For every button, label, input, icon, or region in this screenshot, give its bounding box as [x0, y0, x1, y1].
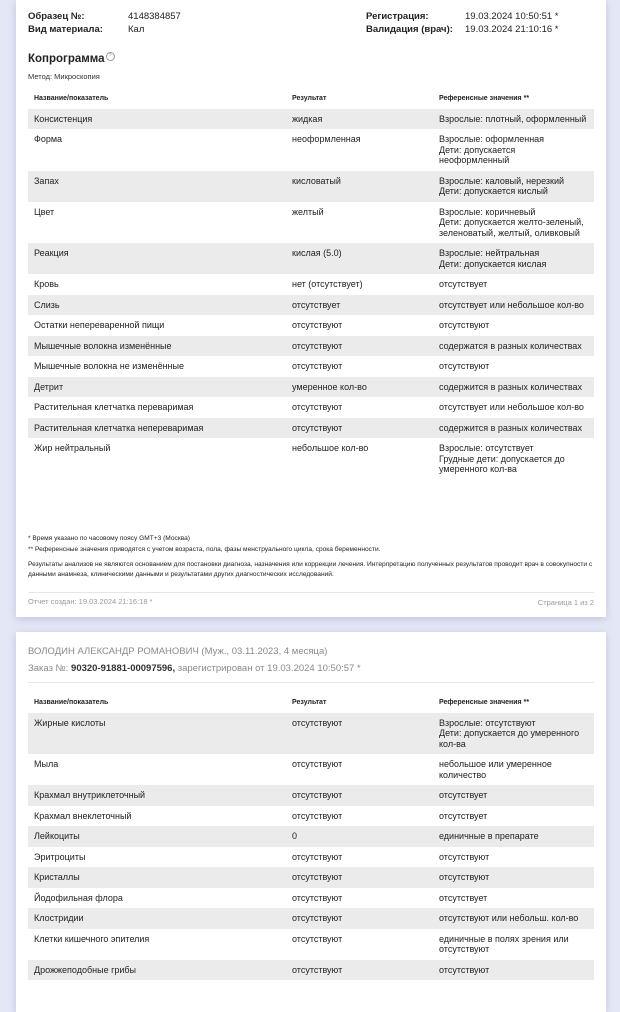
indicator-result: отсутствуют	[286, 960, 433, 981]
header-reference: Референсные значения **	[439, 95, 530, 102]
table-row	[28, 129, 594, 171]
table-row	[28, 397, 594, 418]
reference-line: Грудные дети: допускается до	[439, 453, 565, 464]
registration-value: 19.03.2024 10:50:51 *	[465, 11, 559, 22]
reference-line: отсутствуют	[439, 851, 490, 862]
indicator-name: Крахмал внутриклеточный	[28, 785, 286, 806]
indicator-reference	[433, 315, 594, 336]
validation-label: Валидация (врач):	[366, 24, 453, 35]
indicator-reference	[433, 129, 594, 171]
indicator-result: отсутствуют	[286, 908, 433, 929]
reference-line: Взрослые: оформленная	[439, 134, 545, 144]
header-name: Название/показатель	[34, 95, 109, 102]
indicator-name: Лейкоциты	[28, 826, 286, 847]
reference-line: содержатся в разных количествах	[439, 340, 582, 351]
disclaimer: Результаты анализов не являются основанием для постановки диагноза, назначения или коррекции лечения. Интерпретацию полученных результатов проводит врач в совокупности с данными анамнеза, клиническими данными и результатами других диагностических исследований.	[28, 561, 593, 578]
reference-line: кол-ва	[439, 738, 466, 749]
report-page-1	[16, 0, 606, 617]
page-number: Страница 1 из 2	[537, 598, 594, 607]
indicator-result: отсутствуют	[292, 851, 343, 862]
indicator-result: 0	[286, 826, 433, 847]
table-row	[28, 929, 594, 960]
table-row	[28, 960, 594, 981]
indicator-reference	[433, 960, 594, 981]
indicator-reference	[433, 826, 594, 847]
indicator-reference	[433, 713, 594, 755]
indicator-result: отсутствуют	[286, 336, 433, 357]
indicator-name: Клостридии	[28, 908, 286, 929]
table-row	[28, 713, 594, 755]
reference-line: содержится в разных количествах	[439, 381, 582, 392]
indicator-result: отсутствуют	[286, 418, 433, 439]
indicator-result: нет (отсутствует)	[292, 279, 363, 289]
indicator-name: Йодофильная флора	[34, 892, 123, 903]
table-row	[28, 847, 594, 868]
reference-line: неоформленный	[439, 155, 510, 165]
indicator-name: Дрожжеподобные грибы	[28, 960, 286, 981]
method-label: Метод: Микроскопия	[28, 72, 100, 81]
indicator-name: Кровь	[34, 279, 59, 289]
indicator-name: Консистенция	[28, 109, 286, 130]
reference-line: отсутствуют	[439, 872, 490, 882]
table-row	[28, 356, 594, 377]
header-result: Результат	[292, 95, 327, 102]
sample-info	[28, 10, 181, 36]
indicator-result: отсутствуют	[292, 810, 343, 821]
registration-label: Регистрация:	[366, 11, 429, 22]
report-page-2	[16, 632, 606, 1012]
table-row	[28, 295, 594, 316]
indicator-result: небольшое кол-во	[292, 443, 369, 453]
table-row	[28, 826, 594, 847]
indicator-result: отсутствуют	[292, 402, 343, 412]
reference-line: Взрослые: отсутствуют	[439, 717, 536, 728]
reference-line: отсутствуют	[439, 964, 490, 975]
section-title	[28, 53, 115, 65]
indicator-reference	[433, 397, 594, 418]
indicator-result: отсутствуют	[292, 361, 343, 371]
indicator-name: Крахмал внеклеточный	[34, 810, 132, 821]
table-row	[28, 202, 594, 244]
reference-line: умеренного кол-ва	[439, 464, 517, 474]
indicator-result: отсутствуют	[292, 320, 343, 330]
indicator-name: Остатки непереваренной пищи	[34, 320, 165, 330]
reference-line: Дети: допускается	[439, 144, 516, 155]
indicator-reference	[433, 109, 594, 130]
report-created: Отчет создан: 19.03.2024 21:16:18 *	[28, 597, 153, 606]
indicator-reference	[433, 356, 594, 377]
indicator-name: Реакция	[28, 243, 286, 274]
indicator-reference	[433, 274, 594, 295]
indicator-result: отсутствуют	[286, 785, 433, 806]
indicator-name: Растительная клетчатка непереваримая	[28, 418, 286, 439]
indicator-result: неоформленная	[292, 134, 361, 144]
reference-line: Дети: допускается кислая	[439, 258, 547, 269]
table-row	[28, 418, 594, 439]
reference-line: единичные в полях зрения или	[439, 933, 569, 944]
reference-line: отсутствует или небольшое кол-во	[439, 299, 584, 310]
reference-line: содержится в разных количествах	[439, 422, 582, 433]
reference-line: Взрослые: нейтральная	[439, 248, 540, 258]
material-label: Вид материала:	[28, 24, 103, 35]
table-row	[28, 315, 594, 336]
indicator-result: отсутствуют	[286, 713, 433, 755]
indicator-name: Жирные кислоты	[28, 713, 286, 755]
indicator-name: Клетки кишечного эпителия	[34, 933, 150, 944]
header-divider	[28, 682, 594, 683]
indicator-result: кислая (5.0)	[286, 243, 433, 274]
reference-line: Взрослые: каловый, нерезкий	[439, 175, 565, 186]
footnote-timezone: * Время указано по часовому поясу GMT+3 (Москва)	[28, 535, 190, 542]
indicator-reference	[433, 418, 594, 439]
indicator-name: Запах	[28, 171, 286, 202]
table-row	[28, 274, 594, 295]
indicator-name: Слизь	[28, 295, 286, 316]
material-value: Кал	[128, 24, 145, 35]
indicator-reference	[433, 908, 594, 929]
indicator-result: отсутствуют	[286, 867, 433, 888]
table-header-row	[28, 698, 594, 713]
indicator-name: Мышечные волокна не изменённые	[34, 361, 184, 371]
reference-line: единичные в препарате	[439, 831, 539, 841]
indicator-result: отсутствуют	[292, 759, 343, 769]
results-table	[28, 698, 594, 980]
order-prefix: Заказ №:	[28, 663, 72, 674]
reference-line: небольшое или умеренное	[439, 759, 552, 769]
sample-value: 4148384857	[128, 11, 181, 22]
reference-line: Дети: допускается кислый	[439, 186, 548, 196]
reference-line: отсутствует или небольшое кол-во	[439, 402, 584, 412]
section-title-text: Копрограмма	[28, 53, 105, 65]
footnotes	[28, 533, 594, 580]
reference-line: отсутствуют	[439, 944, 490, 954]
indicator-name: Мышечные волокна изменённые	[28, 336, 286, 357]
table-row	[28, 888, 594, 909]
indicator-reference	[433, 171, 594, 202]
indicator-reference	[433, 202, 594, 244]
indicator-reference	[433, 888, 594, 909]
reference-line: Дети: допускается желто-зеленый,	[439, 217, 584, 227]
table-row	[28, 754, 594, 785]
indicator-name: Растительная клетчатка переваримая	[34, 402, 194, 412]
reference-line: отсутствует	[439, 279, 488, 289]
indicator-reference	[433, 867, 594, 888]
dates-info	[366, 10, 559, 36]
table-row	[28, 806, 594, 827]
reference-line: отсутствуют	[439, 320, 490, 330]
indicator-name: Детрит	[28, 377, 286, 398]
indicator-reference	[433, 243, 594, 274]
help-icon[interactable]: ?	[106, 52, 115, 61]
reference-line: Взрослые: плотный, оформленный	[439, 113, 587, 124]
indicator-reference	[433, 438, 594, 480]
indicator-result: отсутствуют	[292, 933, 343, 944]
indicator-result: умеренное кол-во	[286, 377, 433, 398]
reference-line: Дети: допускается до умеренного	[439, 728, 580, 738]
footnote-reference: ** Референсные значения приводятся с учетом возраста, пола, фазы менструального цикла, срока беременности.	[28, 546, 381, 553]
indicator-result: отсутствуют	[292, 892, 343, 903]
indicator-name: Форма	[34, 134, 63, 144]
header-name: Название/показатель	[34, 699, 109, 706]
indicator-name: Жир нейтральный	[34, 443, 111, 453]
indicator-name: Эритроциты	[34, 851, 86, 862]
reference-line: отсутствуют или небольш. кол-во	[439, 913, 579, 923]
reference-line: отсутствует	[439, 810, 488, 821]
results-table	[28, 94, 594, 480]
table-row	[28, 243, 594, 274]
reference-line: Взрослые: отсутствует	[439, 443, 534, 453]
indicator-result: отсутствует	[286, 295, 433, 316]
table-row	[28, 438, 594, 480]
order-registered: зарегистрирован от 19.03.2024 10:50:57 *	[175, 663, 361, 674]
table-header-row	[28, 94, 594, 109]
indicator-reference	[433, 295, 594, 316]
indicator-reference	[433, 754, 594, 785]
reference-line: количество	[439, 769, 487, 780]
indicator-reference	[433, 377, 594, 398]
reference-line: отсутствует	[439, 892, 488, 903]
order-info	[28, 660, 361, 677]
patient-name: ВОЛОДИН АЛЕКСАНДР РОМАНОВИЧ (Муж., 03.11.2023, 4 месяца)	[28, 646, 328, 657]
reference-line: отсутствуют	[439, 361, 490, 371]
indicator-name: Кристаллы	[28, 867, 286, 888]
table-row	[28, 377, 594, 398]
sample-label: Образец №:	[28, 11, 85, 22]
validation-value: 19.03.2024 21:10:16 *	[465, 24, 559, 35]
footer-divider	[28, 592, 594, 593]
order-number: 90320-91881-00097596,	[71, 663, 176, 674]
patient-info	[28, 643, 361, 677]
table-row	[28, 785, 594, 806]
table-row	[28, 109, 594, 130]
table-row	[28, 336, 594, 357]
table-row	[28, 171, 594, 202]
indicator-name: Мыла	[34, 759, 59, 769]
table-row	[28, 867, 594, 888]
reference-line: Взрослые: коричневый	[439, 206, 536, 217]
reference-line: зеленоватый, желтый, оливковый	[439, 227, 580, 238]
indicator-reference	[433, 806, 594, 827]
reference-line: отсутствует	[439, 790, 488, 800]
table-row	[28, 908, 594, 929]
header-reference: Референсные значения **	[439, 699, 530, 706]
indicator-reference	[433, 785, 594, 806]
indicator-result: кисловатый	[286, 171, 433, 202]
indicator-name: Цвет	[34, 206, 55, 217]
indicator-result: желтый	[292, 206, 324, 217]
header-result: Результат	[292, 699, 327, 706]
indicator-reference	[433, 847, 594, 868]
indicator-reference	[433, 929, 594, 960]
indicator-reference	[433, 336, 594, 357]
indicator-result: жидкая	[286, 109, 433, 130]
